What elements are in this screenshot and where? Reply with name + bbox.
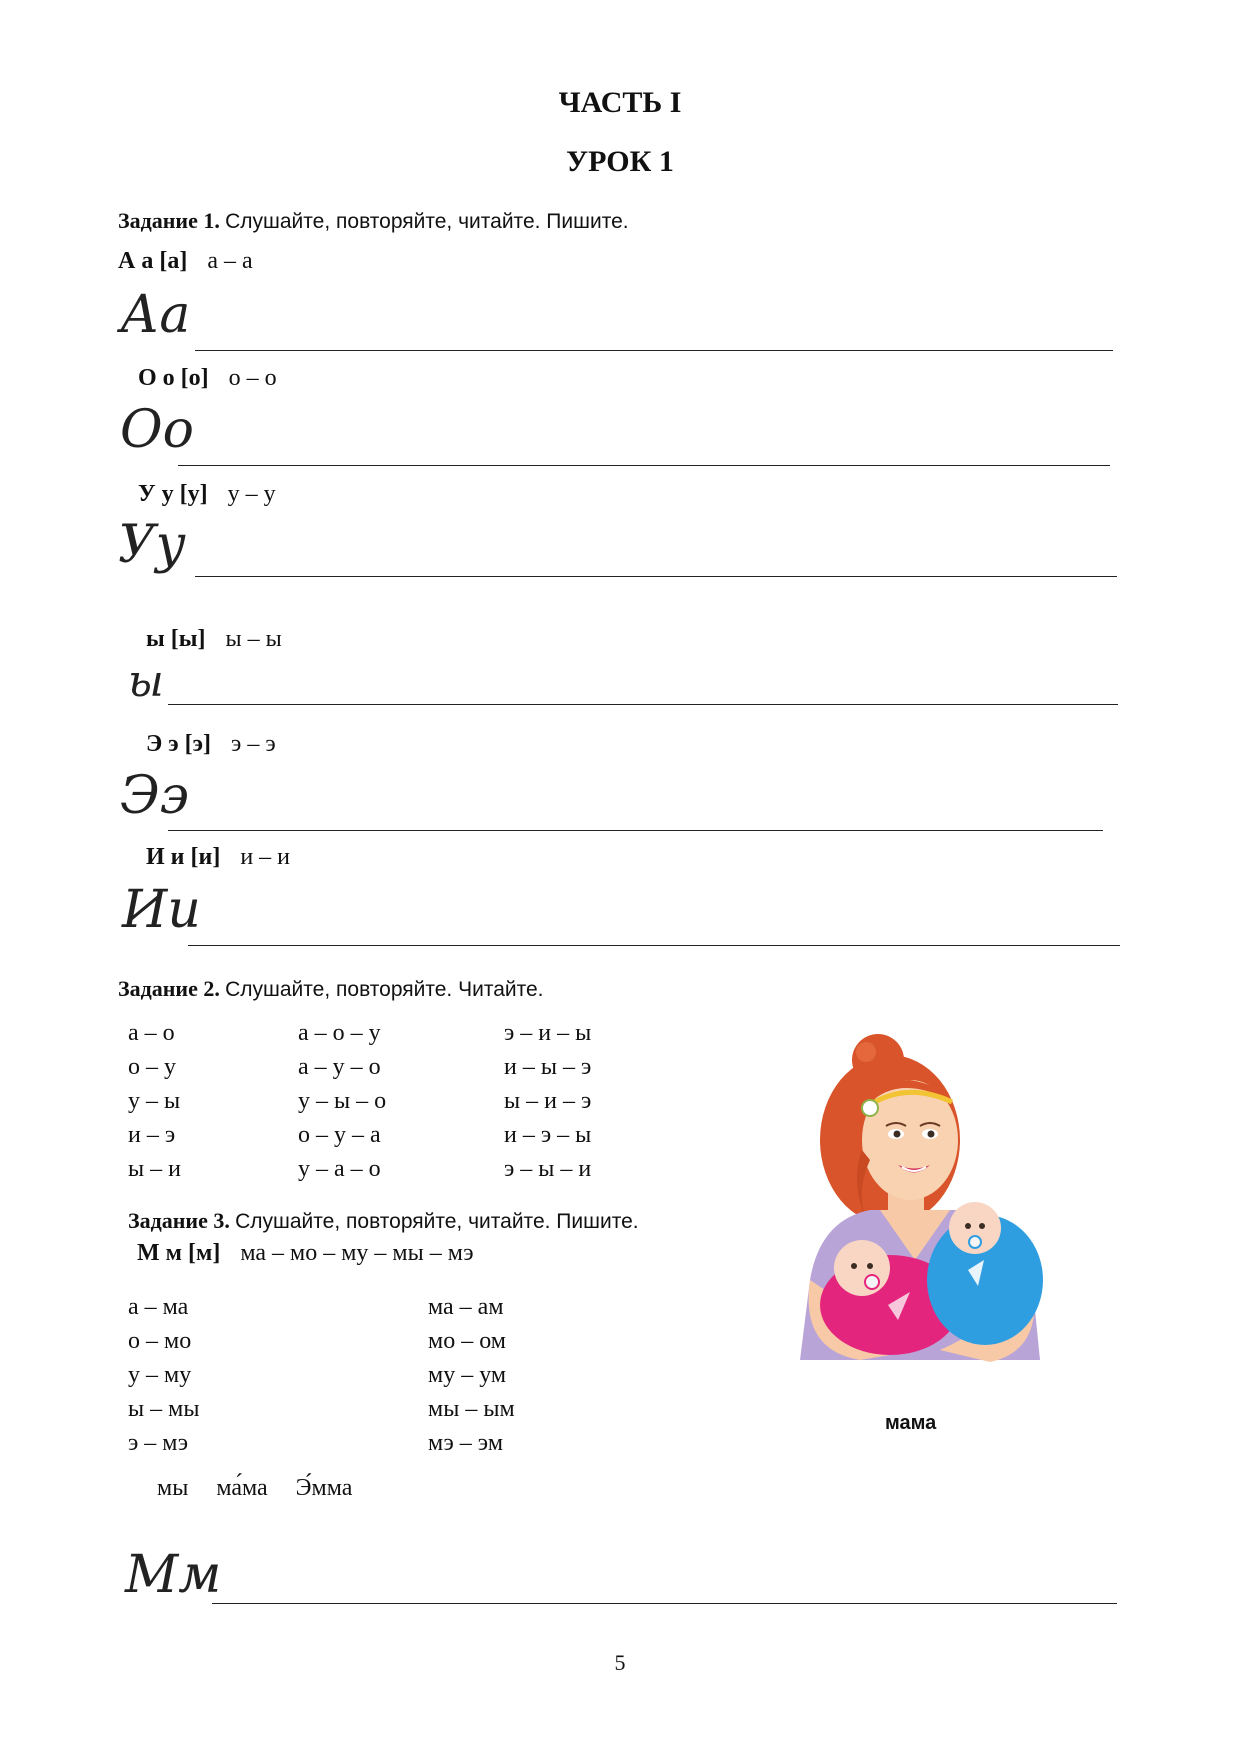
cursive-sample-m: Мм bbox=[125, 1545, 222, 1605]
task3-label: Задание 3. bbox=[128, 1208, 230, 1233]
letter-head: М м [м] bbox=[137, 1240, 221, 1266]
part-title: ЧАСТЬ I bbox=[558, 86, 682, 119]
syllable-item: о – мо bbox=[128, 1328, 192, 1354]
letter-row-a bbox=[118, 248, 253, 275]
syllable-item: о – у – а bbox=[298, 1122, 381, 1148]
task2-column-3 bbox=[504, 1016, 591, 1186]
task3-column-2 bbox=[428, 1290, 515, 1460]
letter-example: у – у bbox=[227, 481, 276, 507]
task2-column-1 bbox=[128, 1016, 181, 1186]
letter-example: а – а bbox=[207, 248, 253, 274]
mother-with-babies-illustration bbox=[770, 1030, 1090, 1410]
syllable-item: а – о bbox=[128, 1020, 175, 1046]
letter-row-i bbox=[146, 844, 290, 871]
lesson-title: УРОК 1 bbox=[566, 145, 674, 178]
letter-head: И и [и] bbox=[146, 844, 221, 870]
syllable-item: о – у bbox=[128, 1054, 176, 1080]
letter-row-e bbox=[146, 731, 276, 758]
cursive-sample-a: Аа bbox=[120, 285, 191, 345]
syllable-item: э – и – ы bbox=[504, 1020, 592, 1046]
word-item: Э́мма bbox=[295, 1475, 353, 1501]
syllable-item: э – ы – и bbox=[504, 1156, 592, 1182]
syllable-item: э – мэ bbox=[128, 1430, 189, 1456]
page-number: 5 bbox=[614, 1650, 626, 1675]
task2-instruction: Слушайте, повторяйте. Читайте. bbox=[225, 978, 544, 1001]
syllable-item: у – а – о bbox=[298, 1156, 381, 1182]
syllable-item: и – э bbox=[128, 1122, 176, 1148]
word-item: мы bbox=[157, 1475, 189, 1501]
letter-head: У у [у] bbox=[138, 481, 208, 507]
syllable-item: ы – мы bbox=[128, 1396, 200, 1422]
letter-head: О о [о] bbox=[138, 365, 209, 391]
mother-illustration-svg bbox=[770, 1030, 1090, 1410]
cursive-sample-y: ы bbox=[128, 656, 164, 707]
writing-line[interactable] bbox=[178, 465, 1110, 466]
writing-line[interactable] bbox=[168, 704, 1118, 705]
word-item: ма́ма bbox=[216, 1475, 268, 1501]
cursive-sample-u: Уу bbox=[118, 515, 186, 575]
task1-label: Задание 1. bbox=[118, 208, 220, 233]
task3-heading bbox=[128, 1208, 639, 1234]
task2-column-2 bbox=[298, 1016, 386, 1186]
word-row bbox=[157, 1475, 352, 1502]
syllable-item: ы – и bbox=[128, 1156, 181, 1182]
letter-head: Э э [э] bbox=[146, 731, 212, 757]
syllable-item: ы – и – э bbox=[504, 1088, 592, 1114]
letter-example: о – о bbox=[228, 365, 277, 391]
syllable-item: у – ы bbox=[128, 1088, 181, 1114]
syllable-item: и – э – ы bbox=[504, 1122, 592, 1148]
syllable-item: у – ы – о bbox=[298, 1088, 387, 1114]
writing-line[interactable] bbox=[195, 576, 1117, 577]
task3-column-1 bbox=[128, 1290, 199, 1460]
letter-example: э – э bbox=[231, 731, 276, 757]
task1-instruction: Слушайте, повторяйте, читайте. Пишите. bbox=[225, 210, 629, 233]
letter-row-y bbox=[146, 626, 282, 653]
syllable-item: а – о – у bbox=[298, 1020, 381, 1046]
letter-example: ма – мо – му – мы – мэ bbox=[240, 1240, 474, 1266]
cursive-sample-e: Ээ bbox=[120, 766, 189, 826]
task2-label: Задание 2. bbox=[118, 976, 220, 1001]
letter-row-u bbox=[138, 481, 276, 508]
syllable-item: му – ум bbox=[428, 1362, 507, 1388]
letter-head: ы [ы] bbox=[146, 626, 206, 652]
writing-line[interactable] bbox=[188, 945, 1120, 946]
letter-example: ы – ы bbox=[225, 626, 282, 652]
letter-row-m bbox=[137, 1240, 474, 1267]
writing-line[interactable] bbox=[168, 830, 1103, 831]
syllable-item: ма – ам bbox=[428, 1294, 504, 1320]
syllable-item: мы – ым bbox=[428, 1396, 515, 1422]
writing-line[interactable] bbox=[212, 1603, 1117, 1604]
letter-head: А а [а] bbox=[118, 248, 188, 274]
syllable-item: мэ – эм bbox=[428, 1430, 504, 1456]
syllable-item: у – му bbox=[128, 1362, 192, 1388]
task3-instruction: Слушайте, повторяйте, читайте. Пишите. bbox=[235, 1210, 639, 1233]
writing-line[interactable] bbox=[195, 350, 1113, 351]
task2-heading bbox=[118, 976, 544, 1002]
letter-row-o bbox=[138, 365, 277, 392]
image-caption: мама bbox=[885, 1412, 937, 1434]
syllable-item: а – ма bbox=[128, 1294, 189, 1320]
syllable-item: мо – ом bbox=[428, 1328, 506, 1354]
task1-heading bbox=[118, 208, 629, 234]
cursive-sample-i: Ии bbox=[122, 880, 201, 940]
syllable-item: а – у – о bbox=[298, 1054, 381, 1080]
cursive-sample-o: Оо bbox=[120, 400, 194, 460]
letter-example: и – и bbox=[240, 844, 290, 870]
syllable-item: и – ы – э bbox=[504, 1054, 592, 1080]
